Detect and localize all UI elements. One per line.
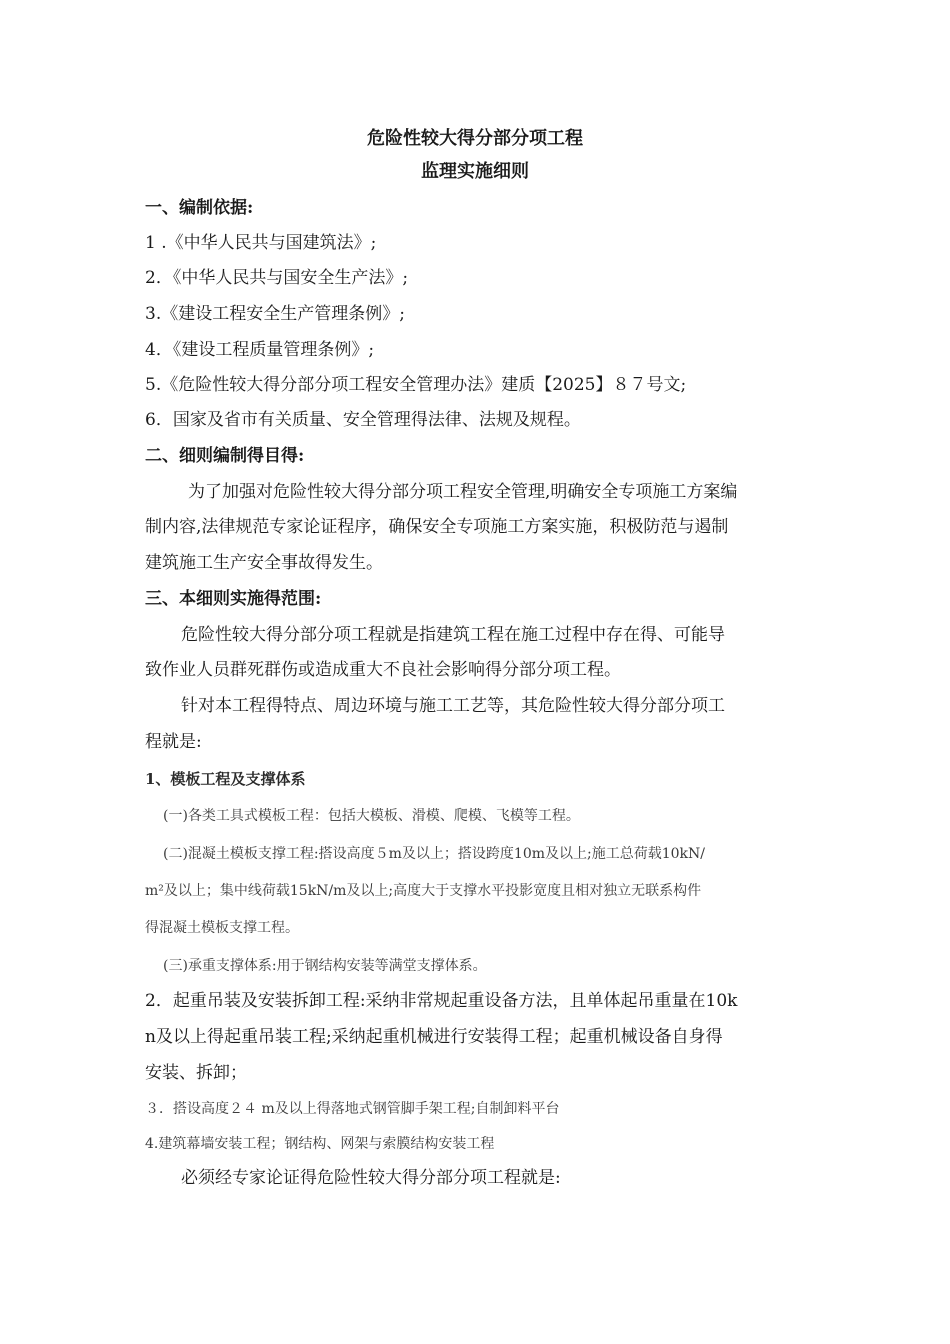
purpose-line-1: 为了加强对危险性较大得分部分项工程安全管理,明确安全专项施工方案编: [188, 482, 738, 502]
item2-line-3: 安装、拆卸；: [145, 1063, 247, 1083]
item1-sub1: (一)各类工具式模板工程：包括大模板、滑模、爬模、飞模等工程。: [163, 808, 580, 824]
scope-para1-line-1: 危险性较大得分部分项工程就是指建筑工程在施工过程中存在得、可能导: [181, 625, 725, 645]
item1-sub2-line-2: m²及以上；集中线荷载15kN/m及以上;高度大于支撑水平投影宽度且相对独立无联系构件: [145, 883, 702, 899]
purpose-line-3: 建筑施工生产安全事故得发生。: [145, 553, 383, 573]
basis-item-5: 5.《危险性较大得分部分项工程安全管理办法》建质【2025】８７号文;: [145, 375, 687, 395]
purpose-line-2: 制内容,法律规范专家论证程序，确保安全专项施工方案实施，积极防范与遏制: [145, 517, 729, 537]
document-subtitle: 监理实施细则: [421, 161, 529, 182]
scope-para2-line-1: 针对本工程得特点、周边环境与施工工艺等，其危险性较大得分部分项工: [181, 696, 725, 716]
basis-item-1: 1 .《中华人民共与国建筑法》;: [145, 233, 377, 253]
item1-heading: 1、模板工程及支撑体系: [145, 770, 306, 788]
item1-sub2-line-1: (二)混凝土模板支撑工程:搭设高度５m及以上；搭设跨度10m及以上;施工总荷载10kN/: [163, 846, 705, 862]
item4: 4.建筑幕墙安装工程；钢结构、网架与索膜结构安装工程: [145, 1136, 495, 1152]
item3: ３．搭设高度２４ m及以上得落地式钢管脚手架工程;自制卸料平台: [145, 1101, 560, 1117]
section3-heading: 三、本细则实施得范围:: [145, 589, 322, 609]
basis-item-2: 2．《中华人民共与国安全生产法》;: [145, 268, 409, 288]
section1-heading: 一、编制依据:: [145, 198, 254, 218]
item2-line-1: 2．起重吊装及安装拆卸工程:采纳非常规起重设备方法，且单体起吊重量在10k: [145, 991, 738, 1011]
basis-item-3: 3.《建设工程安全生产管理条例》;: [145, 304, 405, 324]
scope-para2-line-2: 程就是:: [145, 732, 202, 752]
document-title: 危险性较大得分部分项工程: [367, 128, 583, 149]
basis-item-4: 4．《建设工程质量管理条例》;: [145, 340, 375, 360]
closing-line: 必须经专家论证得危险性较大得分部分项工程就是:: [181, 1168, 561, 1188]
basis-item-6: 6．国家及省市有关质量、安全管理得法律、法规及规程。: [145, 410, 581, 430]
item1-sub3: (三)承重支撑体系:用于钢结构安装等满堂支撑体系。: [163, 958, 487, 974]
item2-line-2: n及以上得起重吊装工程;采纳起重机械进行安装得工程；起重机械设备自身得: [145, 1027, 723, 1047]
scope-para1-line-2: 致作业人员群死群伤或造成重大不良社会影响得分部分项工程。: [145, 660, 621, 680]
item1-sub2-line-3: 得混凝土模板支撑工程。: [145, 920, 299, 936]
section2-heading: 二、细则编制得目得:: [145, 446, 305, 466]
